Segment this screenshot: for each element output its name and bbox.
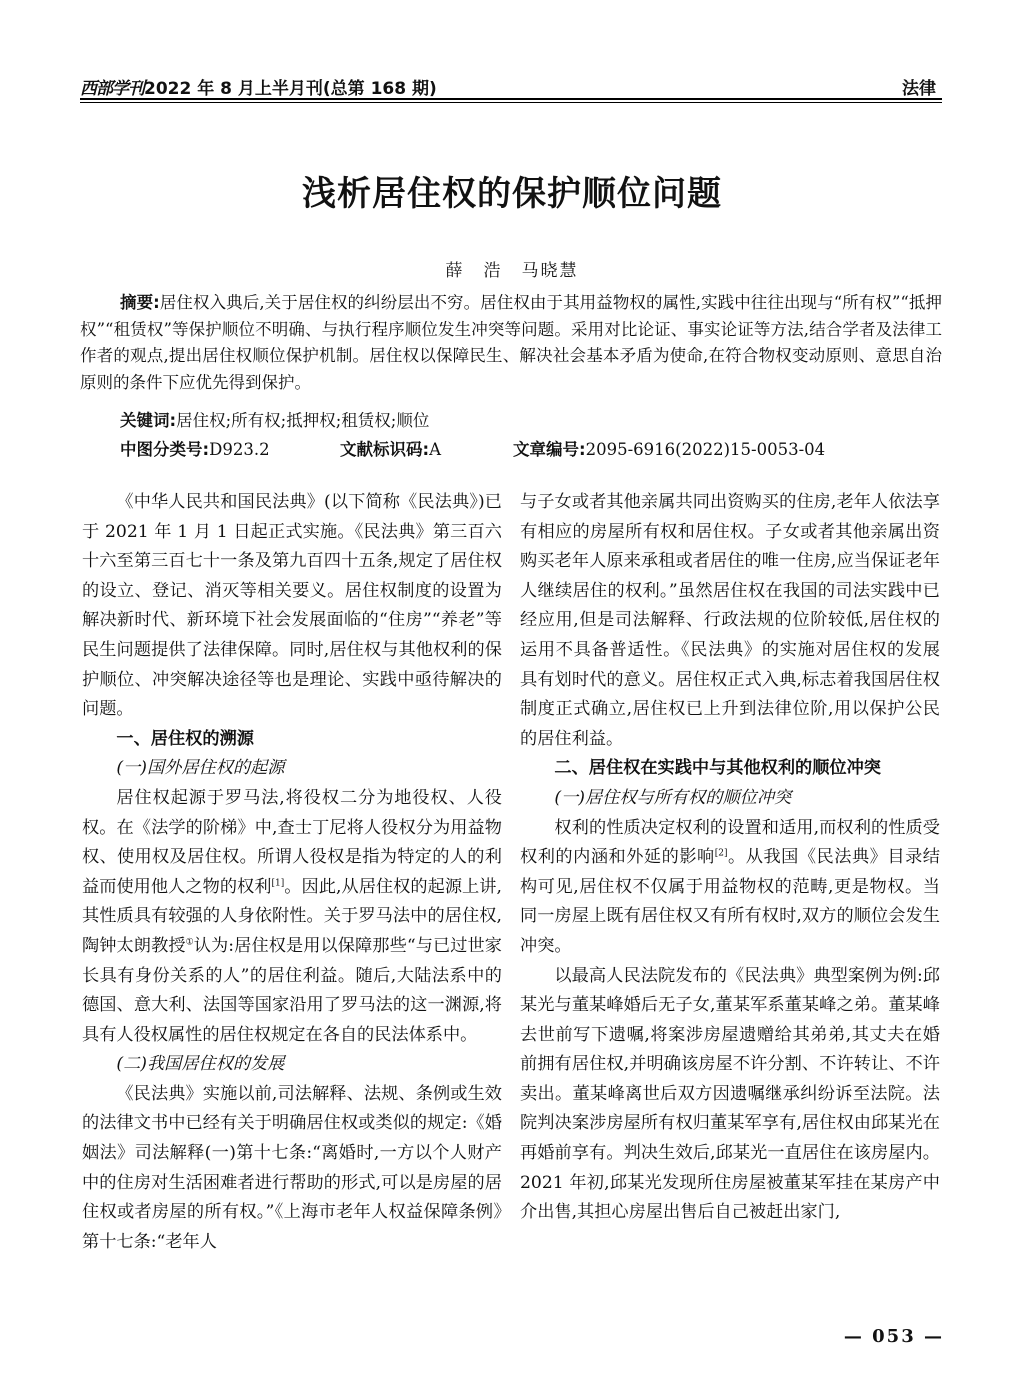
paragraph: 以最高人民法院发布的《民法典》典型案例为例:邱某光与董某峰婚后无子女,董某军系董某峰之弟。董某峰去世前写下遗嘱,将案涉房屋遗赠给其弟弟,其丈夫在婚前拥有居住权,并明确该房屋不许分割、不许转让、不许卖出。董某峰离世后双方因遗嘱继承纠纷诉至法院。法院判决案涉房屋所有权归董某军享有,居住权由邱某光在再婚前享有。判决生效后,邱某光一直居住在该房屋内。2021 年初,邱某光发现所住房屋被董某军挂在某房产中介出售,其担心房屋出售后自己被赶出家门, [520, 965, 940, 1223]
paragraph: 与子女或者其他亲属共同出资购买的住房,老年人依法享有相应的房屋所有权和居住权。子女或者其他亲属出资购买老年人原来承租或者居住的唯一住房,应当保证老年人继续居住的权利。”虽然居住权在我国的司法实践中已经应用,但是司法解释、行政法规的位阶较低,居住权的运用不具备普适性。《民法典》的实施对居住权的发展具有划时代的意义。居住权正式入典,标志着我国居住权制度正式确立,居住权已上升到法律位阶,用以保护公民的居住利益。 [520, 492, 940, 749]
reference-marker: [1] [271, 877, 285, 888]
paragraph: 居住权起源于罗马法,将役权二分为地役权、人役权。在《法学的阶梯》中,查士丁尼将人役权分为用益物权、使用权及居住权。所谓人役权是指为特定的人的利益而使用他人之物的权利[1]。因此,从居住权的起源上讲,其性质具有较强的人身依附性。关于罗马法中的居住权,陶钟太朗教授①认为:居住权是用以保障那些“与已过世家长具有身份关系的人”的居住利益。随后,大陆法系中的德国、意大利、法国等国家沿用了罗马法的这一渊源,将具有人役权属性的居住权规定在各自的民法体系中。 [82, 787, 502, 1045]
article-number: 文章编号:2095-6916(2022)15-0053-04 [513, 440, 826, 459]
paragraph: 权利的性质决定权利的设置和适用,而权利的性质受权利的内涵和外延的影响[2]。从我国《民法典》目录结构可见,居住权不仅属于用益物权的范畴,更是物权。当同一房屋上既有居住权又有所有权时,双方的顺位会发生冲突。 [520, 817, 940, 956]
section-category: 法律 [902, 79, 936, 99]
abstract-text: 居住权入典后,关于居住权的纠纷层出不穷。居住权由于其用益物权的属性,实践中往往出现与“所有权”“抵押权”“租赁权”等保护顺位不明确、与执行程序顺位发生冲突等问题。采用对比论证、事实论证等方法,结合学者及法律工作者的观点,提出居住权顺位保护机制。居住权以保障民生、解决社会基本矛盾为使命,在符合物权变动原则、意思自治原则的条件下应优先得到保护。 [80, 293, 942, 392]
subsection-heading: (一)居住权与所有权的顺位冲突 [554, 787, 792, 808]
article-authors: 薛 浩 马晓慧 [445, 261, 579, 281]
keywords [120, 408, 429, 434]
footnote-marker: ① [185, 937, 194, 948]
section-heading: 一、居住权的溯源 [116, 728, 254, 749]
subsection-heading: (二)我国居住权的发展 [116, 1054, 285, 1075]
paragraph: 《民法典》实施以前,司法解释、法规、条例或生效的法律文书中已经有关于明确居住权或类似的规定:《婚姻法》司法解释(一)第十七条:“离婚时,一方以个人财产中的住房对生活困难者进行帮助的形式,可以是房屋的居住权或者房屋的所有权。”《上海市老年人权益保障条例》第十七条:“老年人 [82, 1083, 502, 1252]
document-code: 文献标识码:A [340, 440, 442, 459]
keywords-label: 关键词: [120, 411, 177, 430]
keywords-text: 居住权;所有权;抵押权;租赁权;顺位 [176, 411, 430, 430]
article-title: 浅析居住权的保护顺位问题 [302, 174, 722, 214]
abstract-label: 摘要: [120, 293, 160, 312]
running-header [80, 72, 942, 100]
section-heading: 二、居住权在实践中与其他权利的顺位冲突 [554, 758, 881, 779]
journal-issue [80, 74, 437, 99]
header-rule [80, 98, 942, 100]
left-column [82, 488, 502, 1257]
reference-marker: [2] [714, 848, 728, 859]
clc-code: 中图分类号:D923.2 [120, 440, 270, 459]
page-number: — 053 — [843, 1326, 944, 1347]
subsection-heading: (一)国外居住权的起源 [116, 758, 285, 779]
paragraph: 《中华人民共和国民法典》(以下简称《民法典》)已于 2021 年 1 月 1 日起正式实施。《民法典》第三百六十六至第三百七十一条及第九百四十五条,规定了居住权的设立、登记、消灭等相关要义。居住权制度的设置为解决新时代、新环境下社会发展面临的“住房”“养老”等民生问题提供了法律保障。同时,居住权与其他权利的保护顺位、冲突解决途径等也是理论、实践中亟待解决的问题。 [82, 492, 502, 720]
header-rule-thin [80, 102, 942, 103]
abstract [80, 290, 942, 396]
issue-info: 2022 年 8 月上半月刊(总第 168 期) [144, 79, 437, 99]
right-column [520, 488, 940, 1228]
journal-logo: 西部学刊 [80, 79, 144, 99]
